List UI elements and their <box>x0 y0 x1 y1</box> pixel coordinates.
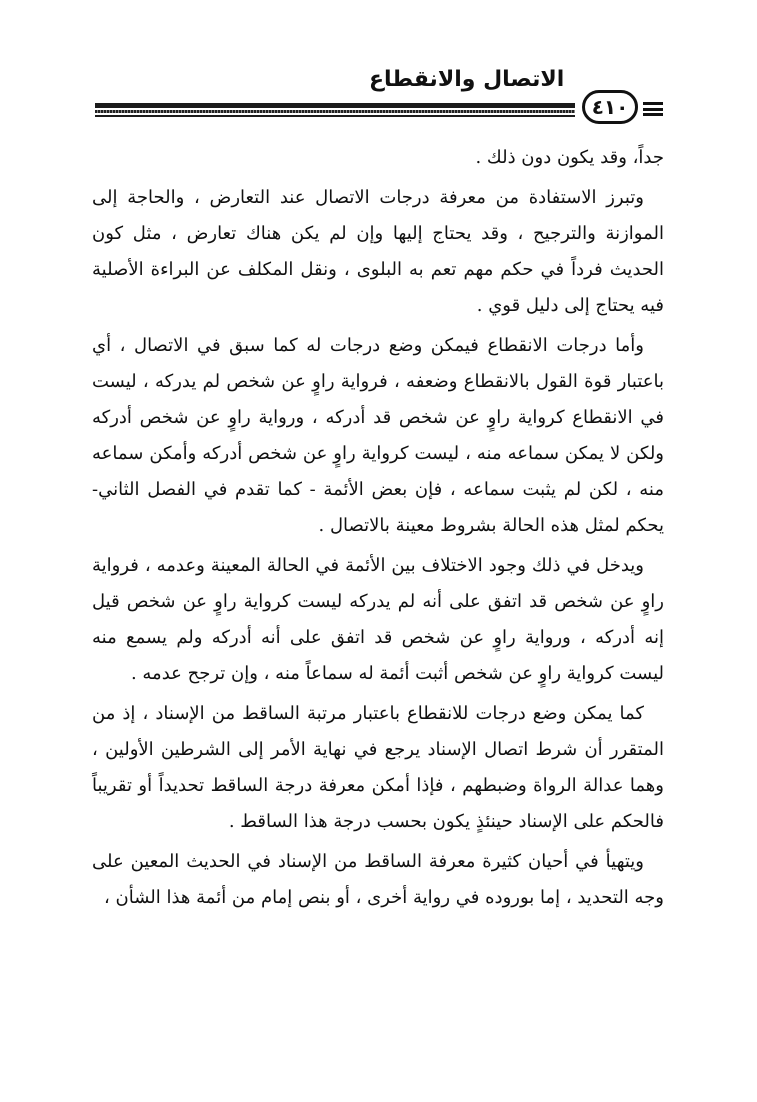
paragraph: ويدخل في ذلك وجود الاختلاف بين الأئمة في الحالة المعينة وعدمه ، فرواية راوٍ عن شخص قد اتفق على أنه لم يدركه ليست كرواية راوٍ عن شخص قيل إنه أدركه ، ورواية راوٍ عن شخص قد اتفق على أنه أدركه ولم يسمع منه ليست كرواية راوٍ عن شخص أثبت أئمة له سماعاً منه ، وإن ترجح عدمه . <box>92 555 664 684</box>
page-number-ornament <box>643 102 663 116</box>
ornament-line-middle <box>643 108 663 111</box>
paragraph: كما يمكن وضع درجات للانقطاع باعتبار مرتبة الساقط من الإسناد ، إذ من المتقرر أن شرط اتصال الإسناد يرجع في نهاية الأمر إلى الشرطين الأولين ، وهما عدالة الرواة وضبطهم ، فإذا أمكن معرفة درجة الساقط تحديداً أو تقريباً فالحكم على الإسناد حينئذٍ يكون بحسب درجة هذا الساقط . <box>92 703 664 832</box>
ornament-line-bottom <box>643 113 663 116</box>
page-number-badge: ٤١٠ <box>582 90 638 124</box>
header-rule-thick-line <box>95 103 575 108</box>
ornament-line-top <box>643 102 663 105</box>
paragraph: ويتهيأ في أحيان كثيرة معرفة الساقط من الإسناد في الحديث المعين على وجه التحديد ، إما بوروده في رواية أخرى ، أو بنص إمام من أئمة هذا الشأن ، <box>92 851 664 908</box>
header-rule-pattern-line <box>95 110 575 113</box>
paragraph-continuation: جداً، وقد يكون دون ذلك . <box>475 147 664 168</box>
body-text <box>92 140 664 920</box>
header-rule-thin-line <box>95 115 575 117</box>
header-rule <box>95 103 575 119</box>
running-header-title: الاتصال والانقطاع <box>369 67 565 92</box>
paragraph: وتبرز الاستفادة من معرفة درجات الاتصال عند التعارض ، والحاجة إلى الموازنة والترجيح ، وقد يحتاج إليها وإن لم يكن هناك تعارض ، مثل كون الحديث فرداً في حكم مهم تعم به البلوى ، ونقل المكلف عن البراءة الأصلية فيه يحتاج إلى دليل قوي . <box>92 187 664 316</box>
paragraph: وأما درجات الانقطاع فيمكن وضع درجات له كما سبق في الاتصال ، أي باعتبار قوة القول بالانقطاع وضعفه ، فرواية راوٍ عن شخص لم يدركه ، ليست في الانقطاع كرواية راوٍ عن شخص قد أدركه ، ورواية راوٍ عن شخص أدركه ولكن لا يمكن سماعه منه ، ليست كرواية راوٍ عن شخص أدركه وأمكن سماعه منه ، لكن لم يثبت سماعه ، فإن بعض الأئمة - كما تقدم في الفصل الثاني- يحكم لمثل هذه الحالة بشروط معينة بالاتصال . <box>92 335 664 536</box>
